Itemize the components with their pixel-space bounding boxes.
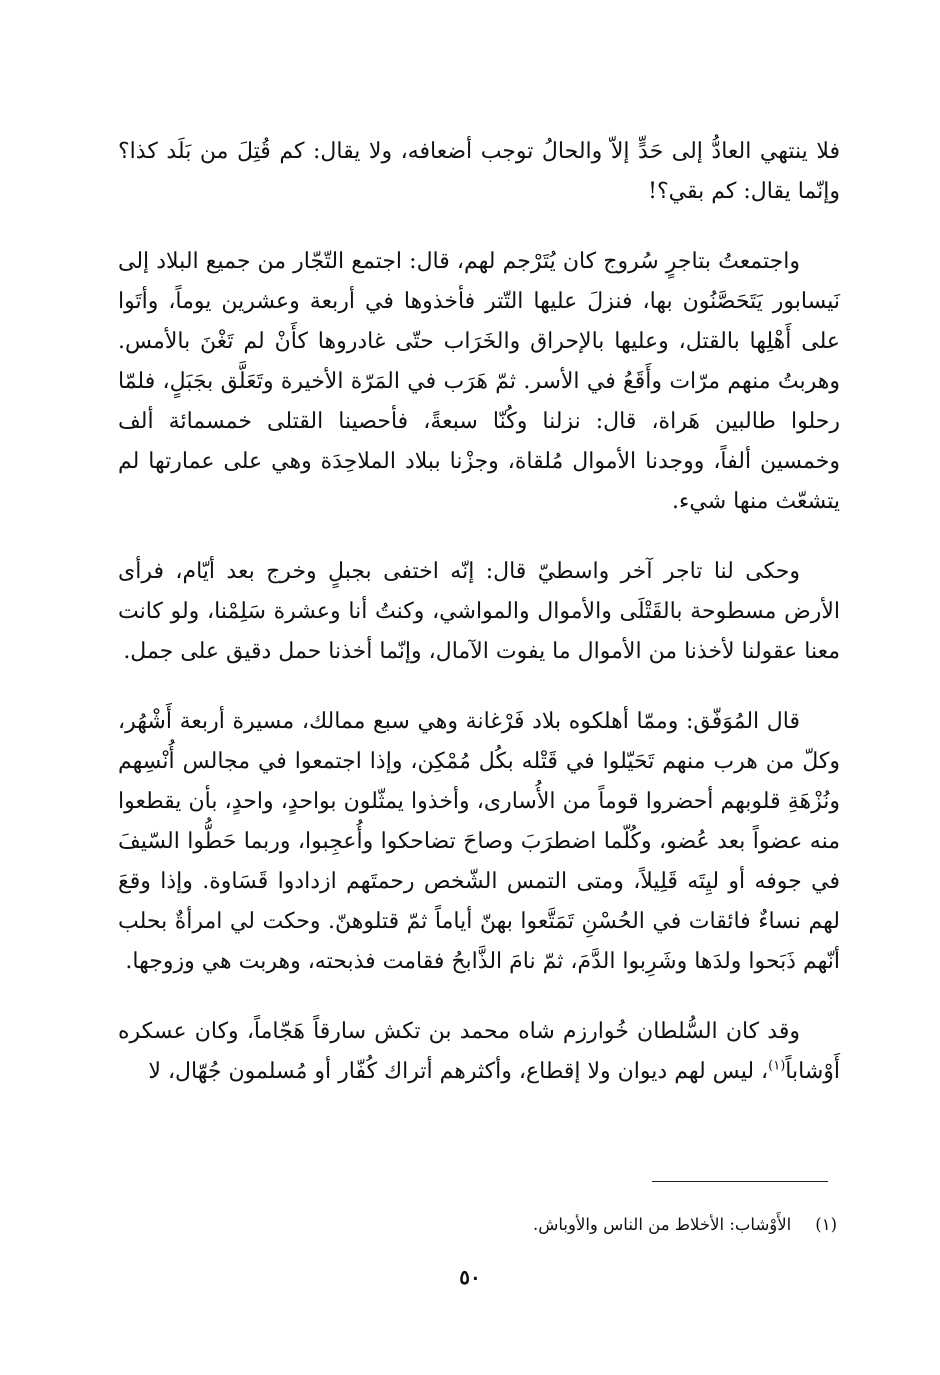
paragraph-4: قال المُوَفّق: وممّا أهلكوه بلاد فَرْغانة وهي سبع ممالك، مسيرة أربعة أَشْهُر، وكلّ من هرب منهم تَحَيّلوا في قَتْله بكُل مُمْكِن، وإذا اجتمعوا في مجالس أُنْسِهم ونُزْهَةِ قلوبهم أحضروا قوماً من الأُسارى، وأخذوا يمثّلون بواحدٍ، واحدٍ، بأن يقطعوا منه عضواً بعد عُضو، وكُلّما اضطرَبَ وصاحَ تضاحكوا وأُعجِبوا، وربما حَطُّوا السّيفَ في جوفه أو ليِتَه قَلِيلاً، ومتى التمس الشّخص رحمتَهم ازدادوا قَسَاوة. وإذا وقعَ لهم نساءٌ فائقات في الحُسْنِ تَمَتَّعوا بهنّ أياماً ثمّ قتلوهنّ. وحكت لي امرأةٌ بحلب أنّهم ذَبَحوا ولدَها وشَرِبوا الدَّمَ، ثمّ نامَ الذَّابحُ فقامت فذبحته، وهربت هي وزوجها.	[118, 709, 840, 974]
page-number: ٥٠	[459, 1265, 481, 1289]
paragraph-1: فلا ينتهي العادُّ إلى حَدٍّ إلاّ والحالُ توجب أضعافه، ولا يقال: كم قُتِلَ من بَلَد كذا؟ وإنّما يقال: كم بقي؟!	[118, 139, 840, 204]
paragraph-5	[118, 1012, 840, 1092]
footnote-reference[interactable]: (١)	[768, 1058, 786, 1074]
paragraph-2: واجتمعتُ بتاجرٍ سُروج كان يُتَرْجم لهم، قال: اجتمع التّجّار من جميع البلاد إلى نَيسابور يَتَحَصَّنُون بها، فنزلَ عليها التّتر فأخذوها في أربعة وعشرين يوماً، وأتَوا على أَهْلِها بالقتل، وعليها بالإحراق والخَرَاب حتّى غادروها كأَنْ لم تَغْنَ بالأمس. وهربتُ منهم مرّات وأَقَعُ في الأسر. ثمّ هَرَب في المَرّة الأخيرة وتَعَلَّق بجَبَلٍ، فلمّا رحلوا طالبين هَراة، قال: نزلنا وكُنّا سبعةً، فأحصينا القتلى خمسمائة ألف وخمسين ألفاً، ووجدنا الأموال مُلقاة، وجزْنا ببلاد الملاحِدَة وهي على عمارتها لم يتشعّث منها شيء.	[118, 249, 840, 514]
paragraph-5-text-before: وقد كان السُّلطان خُوارزم شاه محمد بن تكش سارقاً هَجّاماً، وكان عسكره أَوْشاباً	[118, 1019, 840, 1084]
main-text-block	[118, 132, 840, 1122]
paragraph-3: وحكى لنا تاجر آخر واسطيّ قال: إنّه اختفى بجبلٍ وخرج بعد أيّام، فرأى الأرض مسطوحة بالقَتْلَى والأموال والمواشي، وكنتُ أنا وعشرة سَلِمْنا، ولو كانت معنا عقولنا لأخذنا من الأموال ما يفوت الآمال، وإنّما أخذنا حمل دقيق على جمل.	[118, 559, 840, 664]
paragraph-5-text-after: ، ليس لهم ديوان ولا إقطاع، وأكثرهم أتراك كُفّار أو مُسلمون جُهّال، لا	[148, 1059, 769, 1084]
footnote-separator	[652, 1181, 828, 1182]
footnote	[115, 1210, 837, 1240]
footnote-text: الأَوْشاب: الأخلاط من الناس والأوباش.	[532, 1215, 792, 1234]
footnote-number: (١)	[815, 1215, 837, 1234]
